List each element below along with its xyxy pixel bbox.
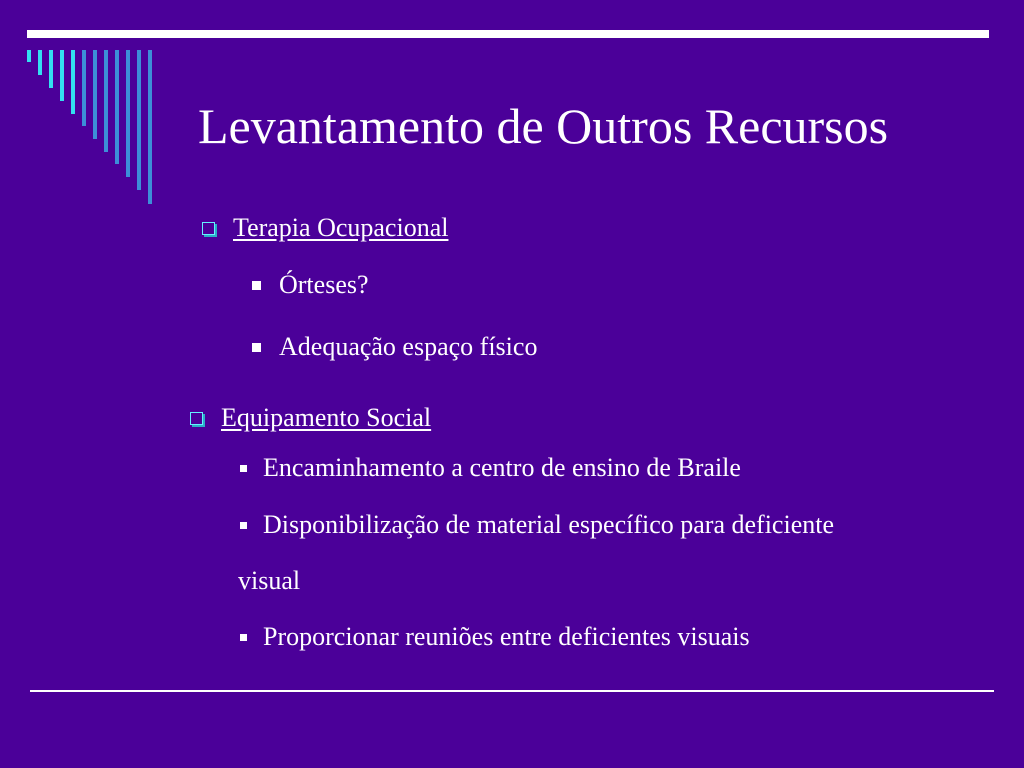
box-bullet-icon [202, 222, 215, 235]
section-heading-terapia [202, 212, 448, 244]
list-item-continuation: visual [238, 566, 301, 595]
section-heading-text: Terapia Ocupacional [233, 213, 449, 242]
decorative-stripe [148, 50, 152, 204]
decorative-stripe [27, 50, 31, 62]
decorative-stripe [49, 50, 53, 88]
box-bullet-icon [190, 412, 203, 425]
decorative-stripe [126, 50, 130, 177]
decorative-stripe [93, 50, 97, 139]
decorative-stripe [71, 50, 75, 114]
square-bullet-icon [240, 522, 247, 529]
list-item: Adequação espaço físico [252, 331, 537, 363]
decorative-stripe [104, 50, 108, 152]
square-bullet-icon [240, 465, 247, 472]
decorative-stripe [38, 50, 42, 75]
decorative-stripes [0, 0, 180, 220]
list-item: Órteses? [252, 269, 369, 301]
decorative-stripe [137, 50, 141, 190]
list-item: Disponibilização de material específico para deficiente [240, 509, 834, 541]
section-heading-text: Equipamento Social [221, 403, 432, 432]
list-item: Encaminhamento a centro de ensino de Braile [240, 452, 741, 484]
square-bullet-icon [240, 634, 247, 641]
slide-title: Levantamento de Outros Recursos [198, 98, 889, 154]
section-heading-equipamento [190, 402, 431, 434]
decorative-stripe [60, 50, 64, 101]
square-bullet-icon [252, 343, 261, 352]
bottom-rule [30, 690, 994, 692]
decorative-stripe [115, 50, 119, 164]
square-bullet-icon [252, 281, 261, 290]
list-item: Proporcionar reuniões entre deficientes visuais [240, 621, 750, 653]
decorative-stripe [82, 50, 86, 126]
